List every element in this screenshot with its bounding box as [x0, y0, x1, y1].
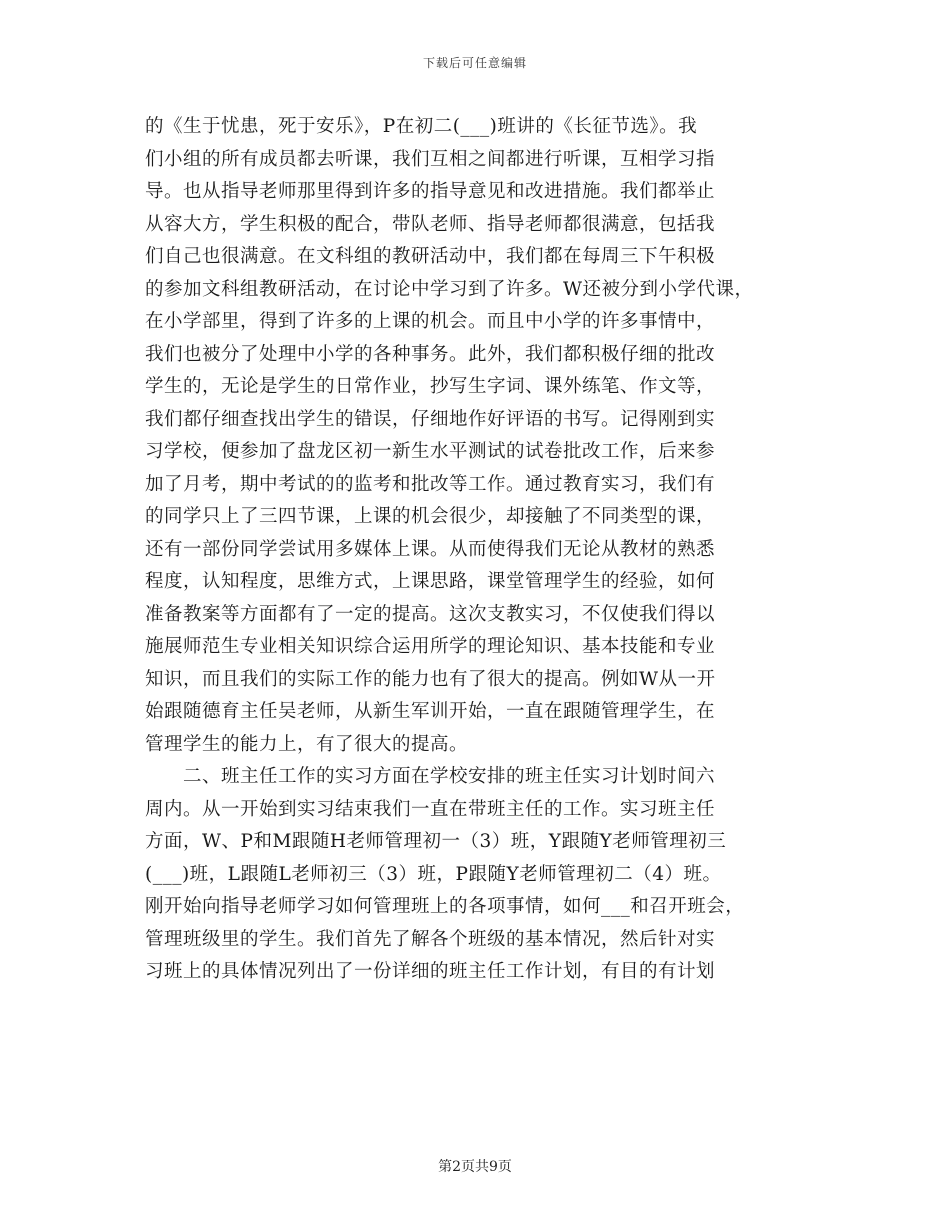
- text-line: 管理学生的能力上，有了很大的提高。: [145, 733, 469, 755]
- text-line: 导。也从指导老师那里得到许多的指导意见和改进措施。我们都举止: [145, 181, 716, 202]
- text-line: 施展师范生专业相关知识综合运用所学的理论知识、基本技能和专业: [145, 636, 716, 657]
- text-line: 们小组的所有成员都去听课，我们互相之间都进行听课，互相学习指: [145, 148, 716, 170]
- text-line: 我们都仔细查找出学生的错误，仔细地作好评语的书写。记得刚到实: [145, 408, 716, 430]
- text-line: 还有一部份同学尝试用多媒体上课。从而使得我们无论从教材的熟悉: [145, 538, 716, 560]
- text-line: 的同学只上了三四节课，上课的机会很少，却接触了不同类型的课，: [145, 506, 716, 527]
- text-line: 刚开始向指导老师学习如何管理班上的各项事情，如何___和召开班会，: [145, 896, 745, 917]
- text-line: 习学校，便参加了盘龙区初一新生水平测试的试卷批改工作，后来参: [145, 441, 716, 462]
- text-line: 学生的，无论是学生的日常作业，抄写生字词、课外练笔、作文等，: [145, 376, 716, 397]
- text-line: (___)班，L跟随L老师初三（3）班，P跟随Y老师管理初二（4）班。: [145, 863, 722, 885]
- text-line: 程度，认知程度，思维方式，上课思路，课堂管理学生的经验，如何: [145, 571, 716, 592]
- text-line: 的参加文科组教研活动，在讨论中学习到了许多。W还被分到小学代课，: [145, 278, 754, 300]
- page-footer: 第2页共9页: [438, 1159, 512, 1175]
- text-line: 我们也被分了处理中小学的各种事务。此外，我们都积极仔细的批改: [145, 343, 716, 365]
- text-line: 周内。从一开始到实习结束我们一直在带班主任的工作。实习班主任: [145, 798, 716, 820]
- text-line: 管理班级里的学生。我们首先了解各个班级的基本情况，然后针对实: [145, 928, 716, 950]
- text-line: 始跟随德育主任吴老师，从新生军训开始，一直在跟随管理学生，在: [145, 701, 716, 722]
- page-header: 下载后可任意编辑: [422, 56, 527, 70]
- text-line: 加了月考，期中考试的的监考和批改等工作。通过教育实习，我们有: [145, 473, 716, 495]
- document-body: [145, 111, 835, 989]
- text-line: 的《生于忧患，死于安乐》，P在初二(___)班讲的《长征节选》。我: [145, 116, 698, 137]
- text-line: 习班上的具体情况列出了一份详细的班主任工作计划，有目的有计划: [145, 961, 716, 982]
- text-line: 二、班主任工作的实习方面在学校安排的班主任实习计划时间六: [145, 766, 716, 787]
- text-line: 在小学部里，得到了许多的上课的机会。而且中小学的许多事情中，: [145, 311, 716, 332]
- text-line: 知识，而且我们的实际工作的能力也有了很大的提高。例如W从一开: [145, 668, 716, 690]
- text-line: 从容大方，学生积极的配合，带队老师、指导老师都很满意，包括我: [145, 213, 716, 235]
- text-line: 方面，W、P和M跟随H老师管理初一（3）班，Y跟随Y老师管理初三: [145, 831, 727, 852]
- text-line: 们自己也很满意。在文科组的教研活动中，我们都在每周三下午积极: [145, 246, 716, 267]
- text-line: 准备教案等方面都有了一定的提高。这次支教实习，不仅使我们得以: [145, 603, 716, 625]
